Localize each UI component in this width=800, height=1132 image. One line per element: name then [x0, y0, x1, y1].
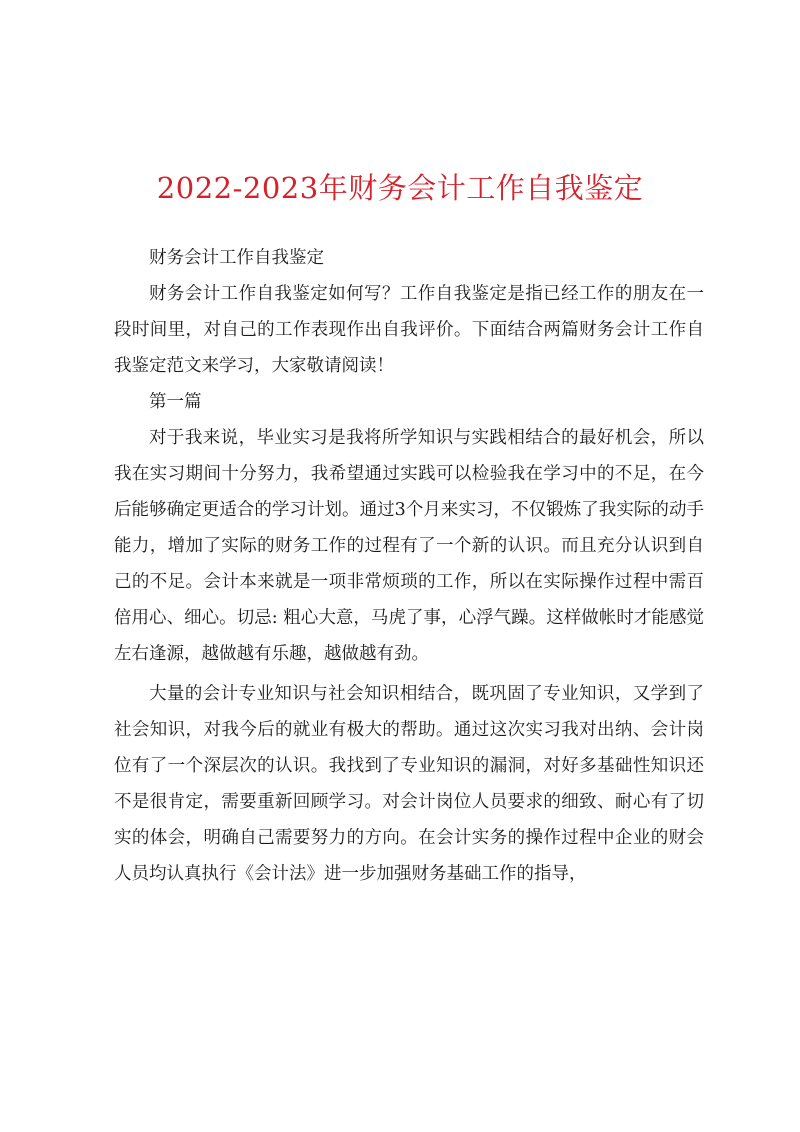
part-heading: 第一篇 — [149, 392, 202, 412]
intro-paragraph: 财务会计工作自我鉴定如何写？工作自我鉴定是指已经工作的朋友在一段时间里，对自己的工作表现作出自我评价。下面结合两篇财务会计工作自我鉴定范文来学习，大家敬请阅读！ — [114, 284, 704, 376]
section-heading: 财务会计工作自我鉴定 — [149, 248, 324, 268]
body-paragraph: 大量的会计专业知识与社会知识相结合，既巩固了专业知识，又学到了社会知识，对我今后的就业有极大的帮助。通过这次实习我对出纳、会计岗位有了一个深层次的认识。我找到了专业知识的漏洞，对好多基础性知识还不是很肯定，需要重新回顾学习。对会计岗位人员要求的细致、耐心有了切实的体会，明确自己需要努力的方向。在会计实务的操作过程中企业的财会人员均认真执行《会计法》进一步加强财务基础工作的指导， — [114, 684, 704, 884]
document-title: 2022-2023年财务会计工作自我鉴定 — [156, 171, 644, 205]
document-body — [114, 240, 704, 892]
body-paragraph: 对于我来说，毕业实习是我将所学知识与实践相结合的最好机会，所以我在实习期间十分努力，我希望通过实践可以检验我在学习中的不足，在今后能够确定更适合的学习计划。通过3个月来实习，不仅锻炼了我实际的动手能力，增加了实际的财务工作的过程有了一个新的认识。而且充分认识到自己的不足。会计本来就是一项非常烦琐的工作，所以在实际操作过程中需百倍用心、细心。切忌: 粗心大意，马虎了事，心浮气躁。这样做帐时才能感觉左右逢源，越做越有乐趣，越做越有劲。 — [114, 428, 704, 664]
